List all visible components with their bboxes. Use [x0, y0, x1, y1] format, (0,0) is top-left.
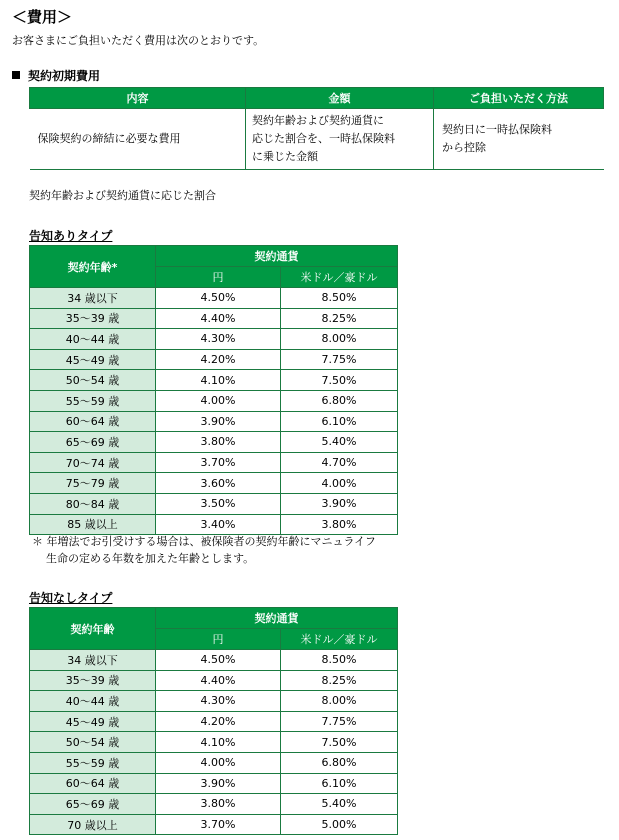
footnote-line: ＊ 年増法でお引受けする場合は、被保険者の契約年齢にマニュライフ — [32, 535, 376, 548]
header-content: 内容 — [30, 88, 246, 109]
rate-row — [30, 773, 398, 794]
yen-rate-cell: 4.40% — [156, 308, 281, 329]
rate-row — [30, 411, 398, 432]
yen-rate-cell: 3.60% — [156, 473, 281, 494]
yen-rate-cell: 4.20% — [156, 349, 281, 370]
without-notice-rate-table — [29, 607, 398, 835]
age-cell: 65～69 歳 — [30, 432, 156, 453]
yen-rate-cell: 4.20% — [156, 711, 281, 732]
rate-note: 契約年齢および契約通貨に応じた割合 — [29, 189, 216, 202]
yen-rate-cell: 4.50% — [156, 288, 281, 309]
rate-row — [30, 452, 398, 473]
cost-amount-line: に乗じた金額 — [252, 150, 318, 163]
usd-aud-rate-cell: 4.70% — [281, 452, 398, 473]
usd-aud-rate-cell: 5.00% — [281, 814, 398, 835]
age-cell: 80～84 歳 — [30, 493, 156, 514]
age-cell: 34 歳以下 — [30, 650, 156, 671]
rate-row — [30, 390, 398, 411]
age-cell: 70～74 歳 — [30, 452, 156, 473]
usd-aud-rate-cell: 6.10% — [281, 773, 398, 794]
section-title-text: 契約初期費用 — [28, 69, 101, 83]
age-cell: 35～39 歳 — [30, 670, 156, 691]
rate-row — [30, 349, 398, 370]
yen-rate-cell: 3.40% — [156, 514, 281, 535]
age-cell: 34 歳以下 — [30, 288, 156, 309]
age-cell: 85 歳以上 — [30, 514, 156, 535]
yen-rate-cell: 4.50% — [156, 650, 281, 671]
usd-aud-header: 米ドル／豪ドル — [281, 267, 398, 288]
age-cell: 50～54 歳 — [30, 732, 156, 753]
cost-content: 保険契約の締結に必要な費用 — [30, 109, 246, 170]
usd-aud-rate-cell: 7.50% — [281, 370, 398, 391]
cost-amount-line: 契約年齢および契約通貨に — [252, 114, 384, 127]
yen-rate-cell: 3.80% — [156, 432, 281, 453]
rate-row — [30, 329, 398, 350]
rate-row — [30, 432, 398, 453]
usd-aud-rate-cell: 8.50% — [281, 650, 398, 671]
usd-aud-rate-cell: 7.50% — [281, 732, 398, 753]
age-cell: 60～64 歳 — [30, 773, 156, 794]
usd-aud-rate-cell: 5.40% — [281, 432, 398, 453]
intro-text: お客さまにご負担いただく費用は次のとおりです。 — [12, 34, 265, 47]
rate-row — [30, 288, 398, 309]
cost-amount — [246, 109, 434, 170]
usd-aud-rate-cell: 6.80% — [281, 390, 398, 411]
usd-aud-rate-cell: 3.80% — [281, 514, 398, 535]
age-cell: 50～54 歳 — [30, 370, 156, 391]
age-cell: 60～64 歳 — [30, 411, 156, 432]
age-header: 契約年齢* — [30, 246, 156, 288]
footnote — [32, 533, 376, 567]
age-cell: 40～44 歳 — [30, 691, 156, 712]
rate-row — [30, 473, 398, 494]
with-notice-title: 告知ありタイプ — [29, 229, 113, 243]
usd-aud-rate-cell: 6.80% — [281, 752, 398, 773]
rate-row — [30, 752, 398, 773]
footnote-line: 生命の定める年数を加えた年齢とします。 — [46, 552, 255, 565]
yen-rate-cell: 4.00% — [156, 752, 281, 773]
rate-row — [30, 691, 398, 712]
yen-header: 円 — [156, 629, 281, 650]
age-header: 契約年齢 — [30, 608, 156, 650]
usd-aud-rate-cell: 3.90% — [281, 493, 398, 514]
yen-rate-cell: 3.50% — [156, 493, 281, 514]
age-cell: 35～39 歳 — [30, 308, 156, 329]
usd-aud-rate-cell: 8.00% — [281, 691, 398, 712]
yen-rate-cell: 3.90% — [156, 773, 281, 794]
usd-aud-rate-cell: 6.10% — [281, 411, 398, 432]
yen-rate-cell: 4.10% — [156, 370, 281, 391]
yen-rate-cell: 3.70% — [156, 452, 281, 473]
initial-cost-table — [29, 87, 604, 170]
rate-row — [30, 650, 398, 671]
currency-header: 契約通貨 — [156, 246, 398, 267]
rate-row — [30, 711, 398, 732]
yen-rate-cell: 4.40% — [156, 670, 281, 691]
usd-aud-rate-cell: 7.75% — [281, 711, 398, 732]
usd-aud-header: 米ドル／豪ドル — [281, 629, 398, 650]
usd-aud-rate-cell: 8.25% — [281, 308, 398, 329]
cost-method-line: から控除 — [442, 141, 486, 154]
age-cell: 70 歳以上 — [30, 814, 156, 835]
section-title — [12, 67, 100, 84]
yen-rate-cell: 3.90% — [156, 411, 281, 432]
rate-row — [30, 370, 398, 391]
yen-rate-cell: 4.30% — [156, 329, 281, 350]
usd-aud-rate-cell: 8.25% — [281, 670, 398, 691]
rate-row — [30, 670, 398, 691]
yen-rate-cell: 4.10% — [156, 732, 281, 753]
with-notice-rate-table — [29, 245, 398, 535]
rate-row — [30, 514, 398, 535]
age-cell: 65～69 歳 — [30, 794, 156, 815]
square-bullet-icon — [12, 71, 20, 79]
header-method: ご負担いただく方法 — [434, 88, 604, 109]
rate-row — [30, 794, 398, 815]
rate-row — [30, 493, 398, 514]
usd-aud-rate-cell: 5.40% — [281, 794, 398, 815]
usd-aud-rate-cell: 7.75% — [281, 349, 398, 370]
cost-amount-line: 応じた割合を、一時払保険料 — [252, 132, 395, 145]
currency-header: 契約通貨 — [156, 608, 398, 629]
age-cell: 40～44 歳 — [30, 329, 156, 350]
yen-rate-cell: 3.80% — [156, 794, 281, 815]
yen-rate-cell: 3.70% — [156, 814, 281, 835]
page-heading: ＜費用＞ — [12, 8, 73, 26]
age-cell: 75～79 歳 — [30, 473, 156, 494]
age-cell: 55～59 歳 — [30, 390, 156, 411]
usd-aud-rate-cell: 4.00% — [281, 473, 398, 494]
age-cell: 45～49 歳 — [30, 711, 156, 732]
cost-method-line: 契約日に一時払保険料 — [442, 123, 552, 136]
rate-row — [30, 308, 398, 329]
cost-method — [434, 109, 604, 170]
age-cell: 55～59 歳 — [30, 752, 156, 773]
header-amount: 金額 — [246, 88, 434, 109]
yen-rate-cell: 4.00% — [156, 390, 281, 411]
usd-aud-rate-cell: 8.00% — [281, 329, 398, 350]
rate-row — [30, 814, 398, 835]
rate-row — [30, 732, 398, 753]
age-cell: 45～49 歳 — [30, 349, 156, 370]
yen-header: 円 — [156, 267, 281, 288]
without-notice-title: 告知なしタイプ — [29, 591, 113, 605]
usd-aud-rate-cell: 8.50% — [281, 288, 398, 309]
yen-rate-cell: 4.30% — [156, 691, 281, 712]
